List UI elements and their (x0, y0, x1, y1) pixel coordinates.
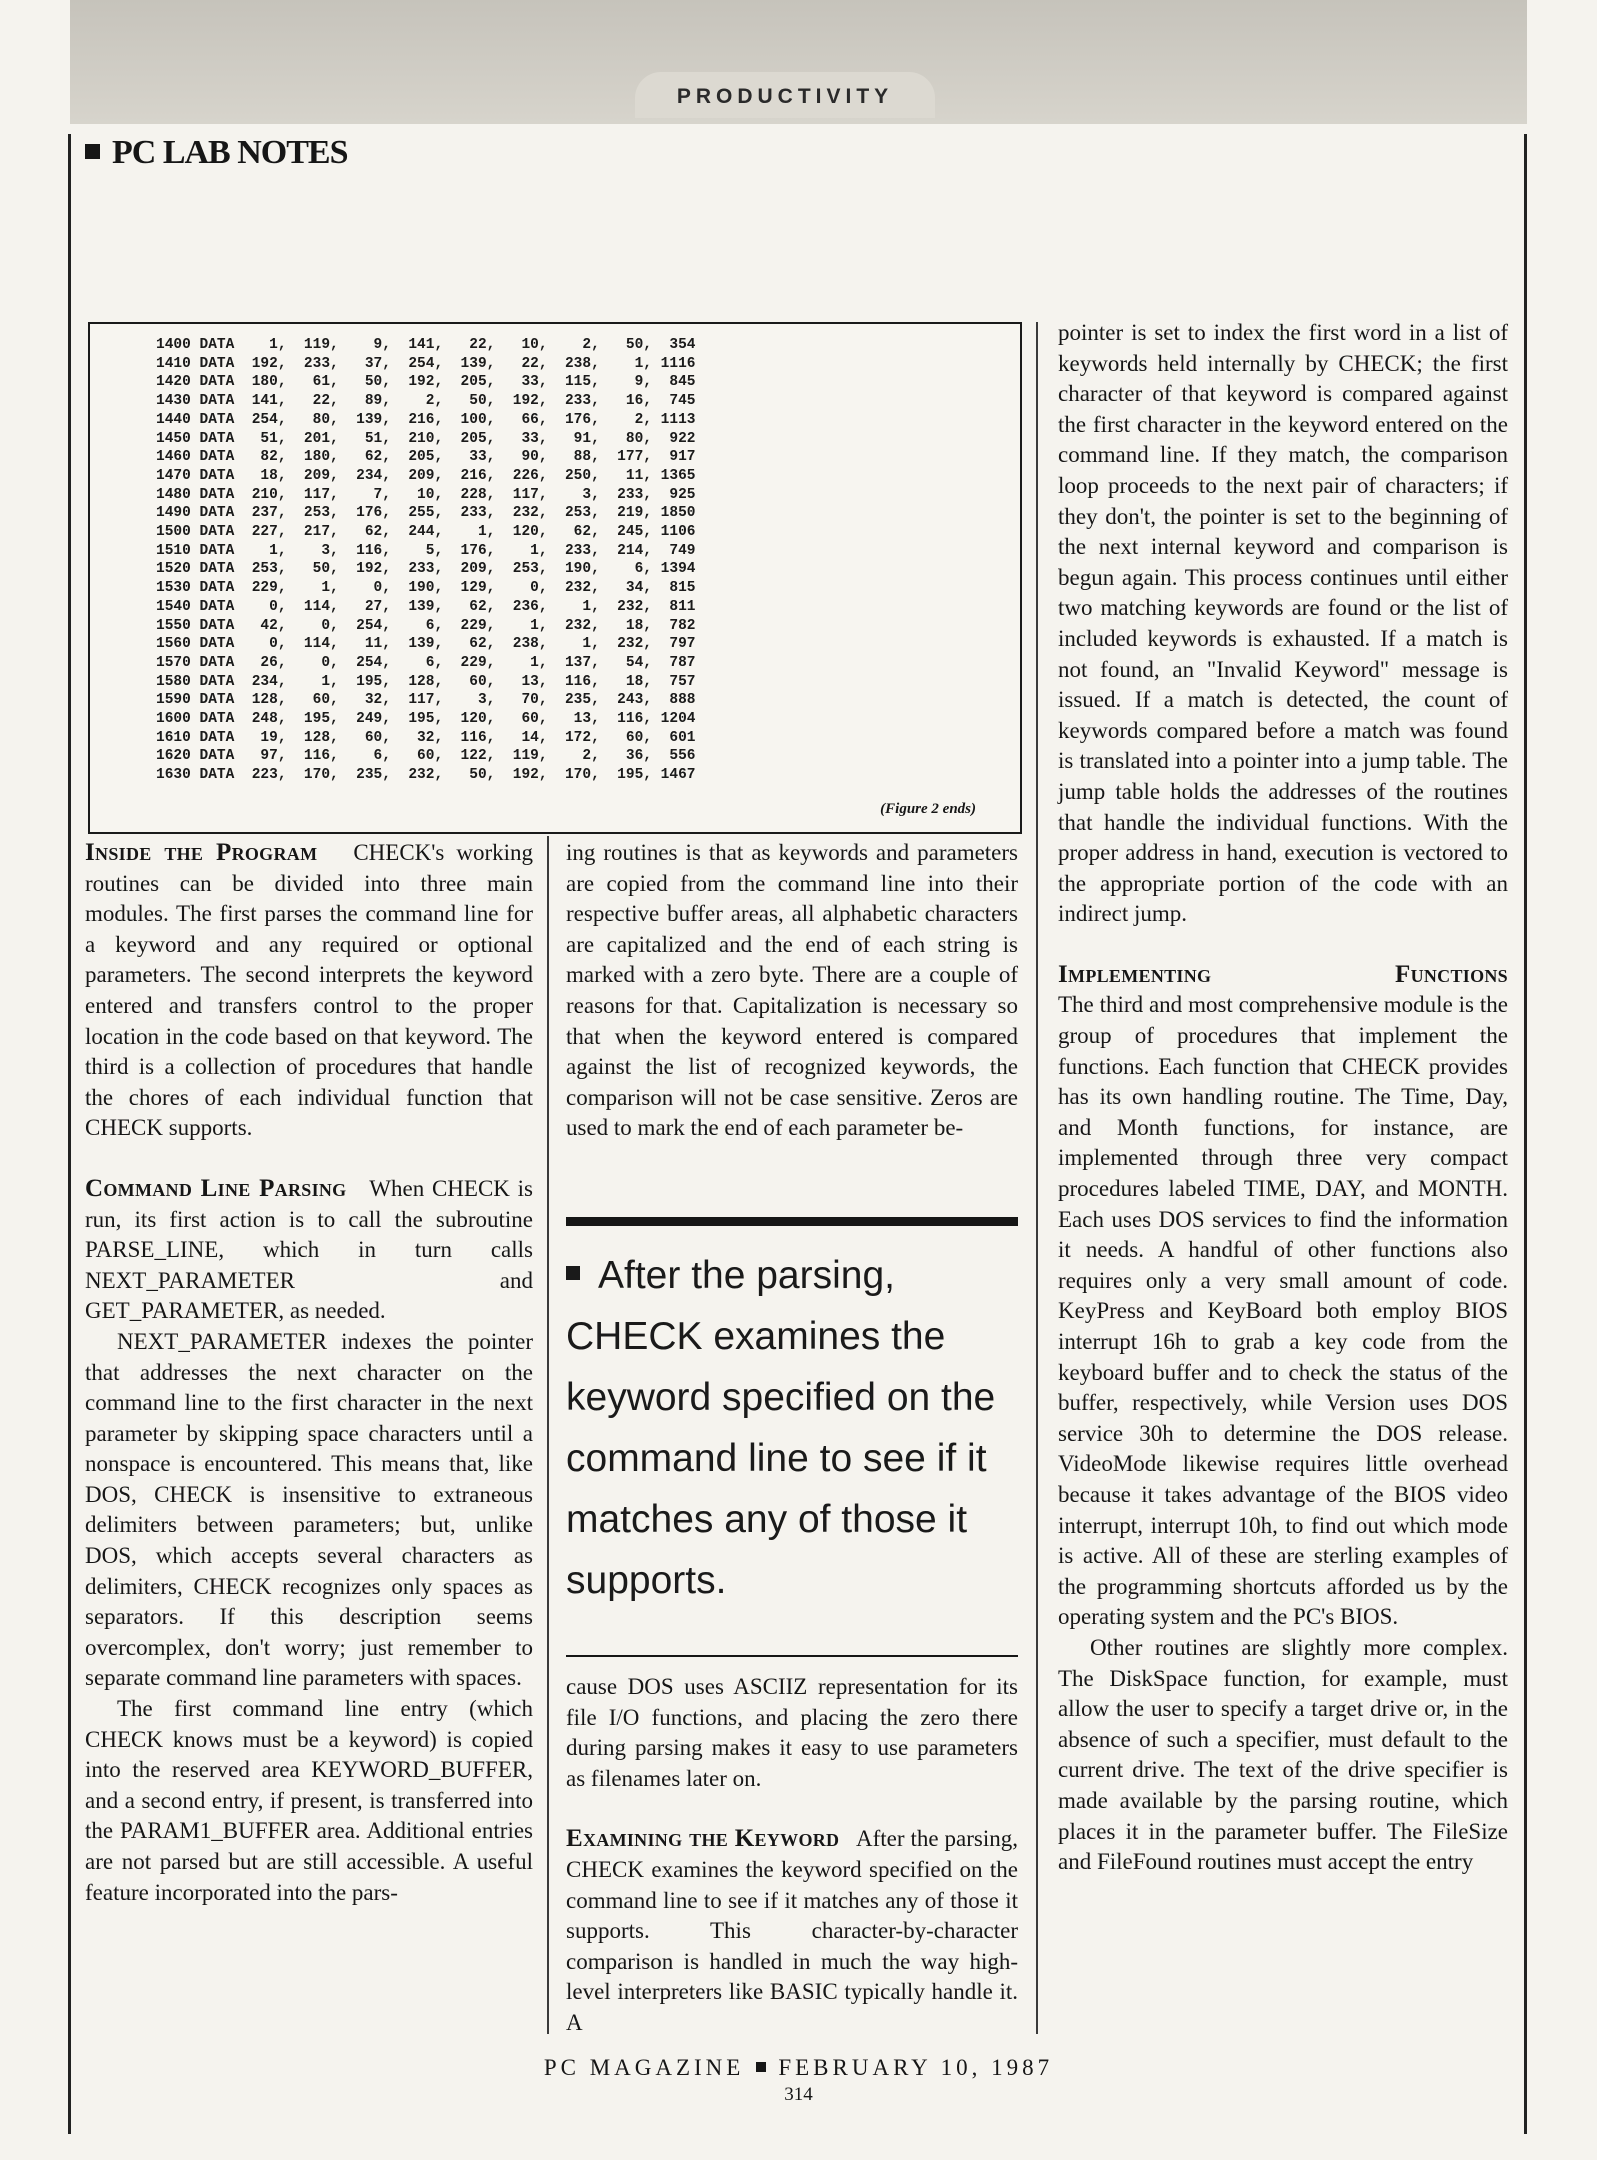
code-line: 1630 DATA 223, 170, 235, 232, 50, 192, 170, 195, 1467 (156, 767, 696, 784)
article-paragraph (85, 838, 533, 1144)
article-paragraph: The first command line entry (which CHECK knows must be a keyword) is copied into the reserved area KEYWORD_BUFFER, and a second entry, if present, is transferred into the PARAM1_BUFFER area. Additional entries are not parsed but are still accessible. A useful feature incorporated into the pars- (85, 1696, 533, 1905)
code-line: 1600 DATA 248, 195, 249, 195, 120, 60, 13, 116, 1204 (156, 711, 696, 728)
pullquote-bottom-rule (566, 1655, 1018, 1657)
article-paragraph: ing routines is that as keywords and parameters are copied from the command line into their respective buffer areas, all alphabetic characters are capitalized and the end of each string is marked with a zero byte. There are a couple of reasons for that. Capitalization is necessary so that when the keyword entered is compared against the list of recognized keywords, the comparison will not be case sensitive. Zeros are used to mark the end of each parameter be- (566, 840, 1018, 1141)
code-line: 1520 DATA 253, 50, 192, 233, 209, 253, 190, 6, 1394 (156, 561, 696, 578)
code-line: 1430 DATA 141, 22, 89, 2, 50, 192, 233, 16, 745 (156, 393, 696, 410)
department-title-text: PC LAB NOTES (112, 134, 348, 171)
article-paragraph: pointer is set to index the first word in a list of keywords held internally by CHECK; the first character of that keyword is compared against the first character in the keyword entered on the command line. If they match, the comparison loop proceeds to the next pair of characters; if they don't, the pointer is set to the beginning of the next internal keyword and comparison is begun again. This process continues until either two matching keywords are found or the list of included keywords is exhausted. If a match is not found, an "Invalid Keyword" message is issued. If a match is detected, the count of keywords compared before a match was found is translated into a pointer into a jump table. The jump table holds the addresses of the routines that handle the individual functions. With the proper address in hand, execution is vectored to the appropriate portion of the code with an indirect jump. (1058, 320, 1508, 927)
department-title (85, 134, 348, 172)
code-line: 1410 DATA 192, 233, 37, 254, 139, 22, 238, 1, 1116 (156, 355, 696, 372)
article-column-2-bottom (566, 1672, 1018, 2039)
code-line: 1550 DATA 42, 0, 254, 6, 229, 1, 232, 18, 782 (156, 617, 696, 634)
article-column-2-top (566, 838, 1018, 1144)
bullet-square-icon (566, 1266, 580, 1280)
section-heading: Command Line Parsing (85, 1174, 347, 1202)
column-divider (547, 836, 549, 2034)
article-paragraph (566, 1824, 1018, 2038)
code-line: 1500 DATA 227, 217, 62, 244, 1, 120, 62, 245, 1106 (156, 524, 696, 541)
page-frame-right-rule (1524, 134, 1527, 2134)
code-listing-figure (88, 322, 1022, 834)
article-column-1 (85, 838, 533, 1908)
page-frame-left-rule (68, 134, 71, 2134)
code-line: 1420 DATA 180, 61, 50, 192, 205, 33, 115, 9, 845 (156, 374, 696, 391)
paragraph-text: CHECK's working routines can be divided into three main modules. The first parses the command line for a keyword and any required or optional parameters. The second interprets the keyword entered and transfers control to the proper location in the code based on that keyword. The third is a collection of procedures that handle the chores of each individual function that CHECK supports. (85, 840, 533, 1141)
article-paragraph: Other routines are slightly more complex. The DiskSpace function, for example, must allow the user to specify a target drive or, in the absence of such a specifier, must default to the current drive. The text of the drive specifier is made available by the parsing routine, which places it in the parameter buffer. The FileSize and FileFound routines must accept the entry (1058, 1634, 1508, 1875)
section-heading: Examining the Keyword (566, 1825, 840, 1853)
magazine-name: PC MAGAZINE (543, 2055, 745, 2080)
section-heading: Implementing Functions (1058, 960, 1508, 988)
paragraph-text: When CHECK is run, its first action is to call the subroutine PARSE_LINE, which in turn calls NEXT_PARAMETER and GET_PARAMETER, as needed. (85, 1175, 533, 1324)
code-line: 1580 DATA 234, 1, 195, 128, 60, 13, 116, 18, 757 (156, 673, 696, 690)
code-line: 1540 DATA 0, 114, 27, 139, 62, 236, 1, 232, 811 (156, 598, 696, 615)
code-line: 1510 DATA 1, 3, 116, 5, 176, 1, 233, 214, 749 (156, 542, 696, 559)
page-number: 314 (784, 2084, 813, 2105)
bullet-square-icon (756, 2062, 766, 2072)
code-line: 1620 DATA 97, 116, 6, 60, 122, 119, 2, 36, 556 (156, 748, 696, 765)
pullquote (566, 1245, 1018, 1611)
code-line: 1560 DATA 0, 114, 11, 139, 62, 238, 1, 232, 797 (156, 636, 696, 653)
column-divider (1036, 322, 1038, 2034)
code-line: 1610 DATA 19, 128, 60, 32, 116, 14, 172, 60, 601 (156, 729, 696, 746)
paragraph-text: After the parsing, CHECK examines the keyword specified on the command line to see if it matches any of those it supports. This character-by-character comparison is handled in much the way high-level interpreters like BASIC typically handle it. A (566, 1826, 1018, 2035)
bullet-square-icon (85, 144, 100, 159)
page-footer (0, 2055, 1597, 2081)
code-line: 1440 DATA 254, 80, 139, 216, 100, 66, 176, 2, 1113 (156, 411, 696, 428)
code-line: 1570 DATA 26, 0, 254, 6, 229, 1, 137, 54, 787 (156, 654, 696, 671)
code-line: 1530 DATA 229, 1, 0, 190, 129, 0, 232, 34, 815 (156, 580, 696, 597)
article-paragraph: NEXT_PARAMETER indexes the pointer that addresses the next character on the command line to the first character in the next parameter by skipping space characters until a nonspace is encountered. This means that, like DOS, CHECK is insensitive to extraneous delimiters between parameters; but, unlike DOS, which accepts several characters as delimiters, CHECK recognizes only spaces as separators. If this description seems overcomplex, don't worry; just remember to separate command line parameters with spaces. (85, 1328, 533, 1691)
code-line: 1460 DATA 82, 180, 62, 205, 33, 90, 88, 177, 917 (156, 449, 696, 466)
code-line: 1450 DATA 51, 201, 51, 210, 205, 33, 91, 80, 922 (156, 430, 696, 447)
article-paragraph: The third and most comprehensive module is the group of procedures that implement the functions. Each function that CHECK provides has its own handling routine. The Time, Day, and Month functions, for instance, are implemented through three very compact procedures labeled TIME, DAY, and MONTH. Each uses DOS services to find the information it needs. A handful of other functions also requires only a very small amount of code. KeyPress and KeyBoard both employ BIOS interrupt 16h to grab a key code from the keyboard buffer and to check the status of the buffer, respectively, while Version uses DOS service 30h to determine the DOS release. VideoMode likewise requires little overhead because it takes advantage of the BIOS video interrupt, interrupt 10h, to find out which mode is active. All of these are sterling examples of the programming shortcuts afforded us by the operating system and the PC's BIOS. (1058, 992, 1508, 1630)
code-line: 1400 DATA 1, 119, 9, 141, 22, 10, 2, 50, 354 (156, 337, 696, 353)
code-line: 1490 DATA 237, 253, 176, 255, 233, 232, 253, 219, 1850 (156, 505, 696, 522)
code-listing (156, 336, 696, 785)
code-line: 1590 DATA 128, 60, 32, 117, 3, 70, 235, 243, 888 (156, 692, 696, 709)
article-column-3 (1058, 318, 1508, 1878)
section-label: PRODUCTIVITY (635, 72, 935, 118)
article-paragraph (85, 1174, 533, 1327)
code-line: 1480 DATA 210, 117, 7, 10, 228, 117, 3, 233, 925 (156, 486, 696, 503)
pullquote-top-rule (566, 1217, 1018, 1226)
article-paragraph: cause DOS uses ASCIIZ representation for its file I/O functions, and placing the zero there during parsing makes it easy to use parameters as filenames later on. (566, 1674, 1018, 1791)
issue-date: FEBRUARY 10, 1987 (778, 2055, 1054, 2080)
pullquote-text: After the parsing, CHECK examines the keyword specified on the command line to see if it matches any of those it supports. (566, 1254, 996, 1602)
code-line: 1470 DATA 18, 209, 234, 209, 216, 226, 250, 11, 1365 (156, 467, 696, 484)
figure-caption: (Figure 2 ends) (880, 801, 976, 817)
section-heading: Inside the Program (85, 839, 318, 866)
